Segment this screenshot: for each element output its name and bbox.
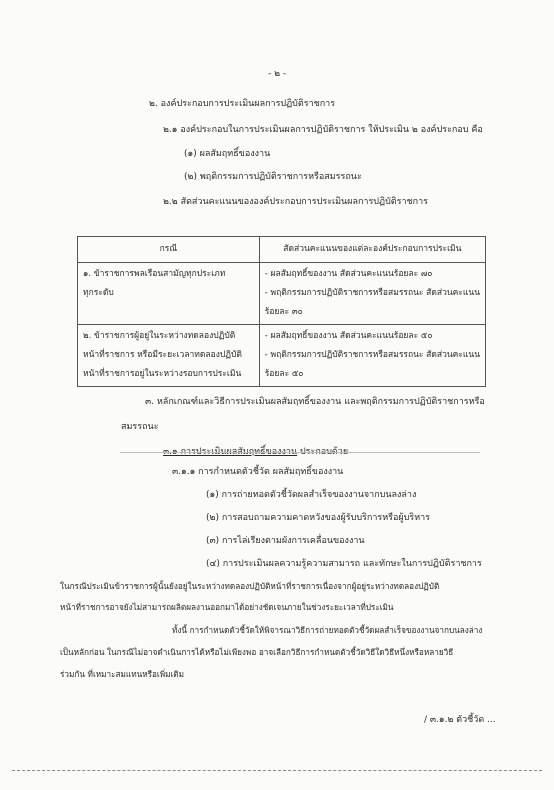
table-header-score: สัดส่วนคะแนนของแต่ละองค์ประกอบการประเมิน xyxy=(259,237,485,263)
score-proportion-table xyxy=(77,236,486,387)
section-2-1-item-1: (๑) ผลสัมฤทธิ์ของงาน xyxy=(184,149,271,159)
section-3-1-rest: ประกอบด้วย xyxy=(297,447,349,457)
case-line: ๒. ข้าราชการผู้อยู่ในระหว่างทดลองปฏิบัติ xyxy=(83,331,236,341)
section-3-1-1-item-3: (๓) การไล่เรียงตามผังการเคลื่อนของงาน xyxy=(206,536,365,546)
case-line: ๑. ข้าราชการพลเรือนสามัญทุกประเภท xyxy=(83,269,226,279)
table-row xyxy=(78,263,486,325)
table-row xyxy=(78,325,486,387)
table-header-case: กรณี xyxy=(78,237,260,263)
table-cell-score xyxy=(259,263,485,325)
section-3-1-1-item-2: (๒) การสอบถามความคาดหวังของผู้รับบริการหรือผู้บริหาร xyxy=(206,513,431,523)
page-number: - ๒ - xyxy=(268,69,287,79)
score-line: - ผลสัมฤทธิ์ของงาน สัดส่วนคะแนนร้อยละ ๗๐ xyxy=(264,269,433,279)
section-3-heading: ๓. หลักเกณฑ์และวิธีการประเมินผลสัมฤทธิ์ของงาน และพฤติกรรมการปฏิบัติราชการหรือ xyxy=(145,397,485,407)
section-3-1-title: ๓.๑ การประเมินผลสัมฤทธิ์ของงาน xyxy=(163,447,298,457)
section-3-1-1: ๓.๑.๑ การกำหนดตัวชี้วัด ผลสัมฤทธิ์ของงาน xyxy=(172,467,344,477)
section-3-1-1-item-1: (๑) การถ่ายทอดตัวชี้วัดผลสำเร็จของงานจากบนลงล่าง xyxy=(206,490,417,500)
section-2-heading: ๒. องค์ประกอบการประเมินผลการปฏิบัติราชการ xyxy=(149,99,336,109)
section-2-2: ๒.๒ สัดส่วนคะแนนขององค์ประกอบการประเมินผลการปฏิบัติราชการ xyxy=(163,197,428,207)
paragraph-line: ทั้งนี้ การกำหนดตัวชี้วัดให้พิจารณาวิธีการถ่ายทอดตัวชี้วัดผลสำเร็จของงานจากบนลงล่าง xyxy=(172,625,483,635)
case-line: หน้าที่ราชการ หรือมีระยะเวลาทดลองปฏิบัติ xyxy=(83,350,242,360)
table-cell-case xyxy=(78,325,260,387)
section-3-heading-cont: สมรรถนะ xyxy=(121,422,159,432)
paragraph-line: ในกรณีประเมินข้าราชการผู้นั้นยังอยู่ในระหว่างทดลองปฏิบัติหน้าที่ราชการเนื่องจากผู้อยู่ระหว่างทดลองปฏิบัติ xyxy=(60,581,440,591)
bottom-dashed-rule xyxy=(12,770,542,771)
table-cell-score xyxy=(259,325,485,387)
score-line: - พฤติกรรมการปฏิบัติราชการหรือสมรรถนะ สัดส่วนคะแนน xyxy=(264,288,480,298)
scan-line xyxy=(120,452,480,453)
section-2-1-item-2: (๒) พฤติกรรมการปฏิบัติราชการหรือสมรรถนะ xyxy=(184,172,362,182)
footer-continuation: / ๓.๑.๒ ตัวชี้วัด ... xyxy=(424,715,496,725)
case-line: หน้าที่ราชการอยู่ในระหว่างรอบการประเมิน xyxy=(83,369,242,379)
paragraph-line: ร่วมกัน ที่เหมาะสมแทนหรือเพิ่มเติม xyxy=(60,669,185,679)
section-2-1: ๒.๑ องค์ประกอบในการประเมินผลการปฏิบัติราชการ ให้ประเมิน ๒ องค์ประกอบ คือ xyxy=(163,125,483,135)
paragraph-line: หน้าที่ราชการอาจยังไม่สามารถผลิตผลงานออกมาได้อย่างชัดเจนภายในช่วงระยะเวลาที่ประเมิน xyxy=(60,602,394,612)
table-cell-case xyxy=(78,263,260,325)
section-3-1-1-item-4: (๔) การประเมินผลความรู้ความสามารถ และทักษะในการปฏิบัติราชการ xyxy=(206,559,482,569)
case-line: ทุกระดับ xyxy=(83,288,114,298)
score-line: ร้อยละ ๓๐ xyxy=(264,307,303,317)
paragraph-line: เป็นหลักก่อน ในกรณีไม่อาจดำเนินการได้หรือไม่เพียงพอ อาจเลือกวิธีการกำหนดตัวชี้วัดวิธีใดวิธีหนึ่งหรือหลายวิธี xyxy=(60,647,454,657)
score-line: - ผลสัมฤทธิ์ของงาน สัดส่วนคะแนนร้อยละ ๕๐ xyxy=(264,331,433,341)
table-header-row xyxy=(78,237,486,263)
score-line: ร้อยละ ๕๐ xyxy=(264,369,304,379)
score-line: - พฤติกรรมการปฏิบัติราชการหรือสมรรถนะ สัดส่วนคะแนน xyxy=(264,350,480,360)
